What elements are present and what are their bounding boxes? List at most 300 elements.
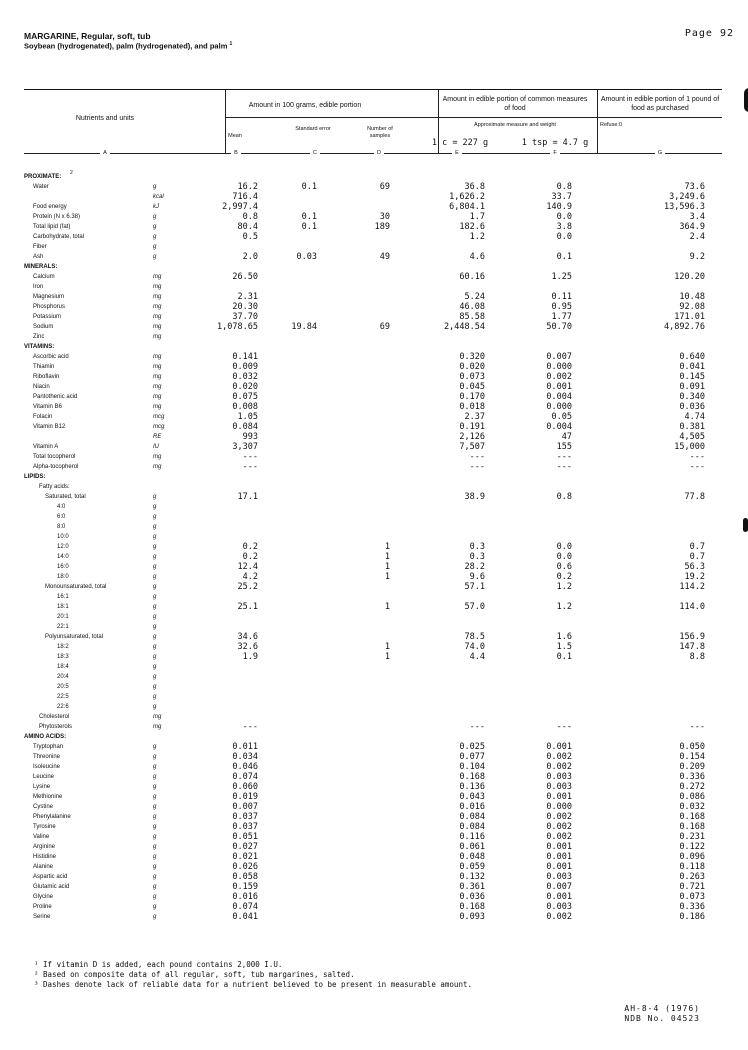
value-col-e: 0.116 — [459, 832, 485, 842]
value-col-b: 0.159 — [232, 882, 258, 892]
table-row — [0, 422, 748, 432]
nutrient-label: Phenylalanine — [33, 814, 71, 820]
value-col-f: 0.007 — [546, 882, 572, 892]
value-col-g: 364.9 — [679, 222, 705, 232]
table-row — [0, 572, 748, 582]
value-col-e: 0.061 — [459, 842, 485, 852]
value-col-g: 171.01 — [674, 312, 705, 322]
section-header — [0, 732, 748, 742]
unit-label: mcg — [153, 414, 165, 420]
value-col-f: 0.8 — [556, 182, 572, 192]
table-row — [0, 382, 748, 392]
value-col-f: 0.003 — [546, 772, 572, 782]
header-pound: Amount in edible portion of 1 pound of food as purchased — [600, 96, 720, 112]
value-col-c: 19.84 — [291, 322, 317, 332]
value-col-e: 0.170 — [459, 392, 485, 402]
table-row — [0, 742, 748, 752]
value-col-b: 0.021 — [232, 852, 258, 862]
nutrient-label: 18:2 — [57, 644, 69, 650]
header-refuse: Refuse:0 — [600, 122, 623, 128]
value-col-b: 0.032 — [232, 372, 258, 382]
value-col-d: 30 — [379, 212, 390, 222]
value-col-b: 0.084 — [232, 422, 258, 432]
value-col-b: 37.70 — [232, 312, 258, 322]
value-col-e: 0.191 — [459, 422, 485, 432]
value-col-e: 0.073 — [459, 372, 485, 382]
value-col-b: 0.046 — [232, 762, 258, 772]
value-col-g: 13,596.3 — [664, 202, 705, 212]
table-row — [0, 412, 748, 422]
table-row — [0, 492, 748, 502]
nutrient-label: 20:4 — [57, 674, 69, 680]
table-row — [0, 812, 748, 822]
table-row — [0, 632, 748, 642]
unit-label: g — [153, 214, 157, 220]
unit-label: g — [153, 634, 157, 640]
table-row — [0, 362, 748, 372]
value-col-g: 0.640 — [679, 352, 705, 362]
table-row — [0, 272, 748, 282]
subtitle-footnote-mark: 1 — [229, 41, 233, 47]
nutrient-label: Iron — [33, 284, 44, 290]
page-number: Page 92 — [684, 28, 734, 39]
value-col-g: 147.8 — [679, 642, 705, 652]
table-row — [0, 532, 748, 542]
value-col-b: 2.0 — [242, 252, 258, 262]
table-row — [0, 842, 748, 852]
value-col-f: 0.0 — [556, 232, 572, 242]
value-col-c: 0.1 — [301, 212, 317, 222]
nutrient-label: Histidine — [33, 854, 57, 860]
value-col-g: 0.154 — [679, 752, 705, 762]
source-code: AH-8-4 (1976) — [624, 1004, 700, 1013]
value-col-g: 8.8 — [689, 652, 705, 662]
section-label: AMINO ACIDS: — [24, 734, 67, 740]
table-row — [0, 792, 748, 802]
value-col-g: 0.145 — [679, 372, 705, 382]
unit-label: g — [153, 594, 157, 600]
header-bottom-rule — [24, 153, 722, 154]
nutrient-label: Carbohydrate, total — [33, 234, 85, 240]
value-col-d: 1 — [384, 562, 390, 572]
nutrient-label: Glycine — [33, 894, 54, 900]
unit-label: g — [153, 884, 157, 890]
value-col-b: 0.016 — [232, 892, 258, 902]
value-col-g: 0.168 — [679, 822, 705, 832]
value-col-e: 57.0 — [464, 602, 485, 612]
nutrient-label: 16:1 — [57, 594, 69, 600]
nutrient-label: Niacin — [33, 384, 50, 390]
value-col-g: 77.8 — [684, 492, 705, 502]
unit-label: g — [153, 644, 157, 650]
value-col-f: 0.000 — [546, 402, 572, 412]
header-nutrients: Nutrients and units — [75, 115, 135, 122]
table-row — [0, 782, 748, 792]
value-col-b: 993 — [242, 432, 258, 442]
unit-label: mg — [153, 454, 162, 460]
value-col-f: 0.001 — [546, 792, 572, 802]
value-col-g: 0.086 — [679, 792, 705, 802]
unit-label: g — [153, 904, 157, 910]
value-col-g: 0.168 — [679, 812, 705, 822]
value-col-b: 1.9 — [242, 652, 258, 662]
table-row — [0, 542, 748, 552]
value-col-b: 0.034 — [232, 752, 258, 762]
value-col-f: 0.1 — [556, 252, 572, 262]
unit-label: mg — [153, 714, 162, 720]
value-col-f: 0.003 — [546, 902, 572, 912]
nutrient-label: Tyrosine — [33, 824, 56, 830]
header-sub-rule-1 — [225, 117, 438, 118]
value-col-g: --- — [689, 462, 705, 472]
value-col-g: 0.272 — [679, 782, 705, 792]
value-col-b: 0.8 — [242, 212, 258, 222]
section-header — [0, 472, 748, 482]
nutrient-label: Saturated, total — [45, 494, 86, 500]
value-col-b: 17.1 — [237, 492, 258, 502]
table-row — [0, 682, 748, 692]
value-col-e: 1.2 — [469, 232, 485, 242]
value-col-f: 0.001 — [546, 892, 572, 902]
value-col-g: 0.7 — [689, 552, 705, 562]
header-sub-rule-2 — [438, 117, 597, 118]
value-col-f: --- — [556, 462, 572, 472]
value-col-f: 33.7 — [551, 192, 572, 202]
value-col-d: 1 — [384, 642, 390, 652]
value-col-e: 0.018 — [459, 402, 485, 412]
value-col-f: 0.11 — [551, 292, 572, 302]
table-row — [0, 282, 748, 292]
nutrient-label: 14:0 — [57, 554, 69, 560]
nutrient-label: Vitamin B12 — [33, 424, 66, 430]
value-col-f: 0.002 — [546, 912, 572, 922]
value-col-d: 1 — [384, 552, 390, 562]
value-col-g: 156.9 — [679, 632, 705, 642]
value-col-c: 0.1 — [301, 182, 317, 192]
value-col-g: 3.4 — [689, 212, 705, 222]
section-label: PROXIMATE: — [24, 174, 62, 180]
table-row — [0, 372, 748, 382]
value-col-d: 69 — [379, 182, 390, 192]
table-row — [0, 292, 748, 302]
unit-label: kJ — [153, 204, 159, 210]
unit-label: g — [153, 564, 157, 570]
value-col-b: 3,307 — [232, 442, 258, 452]
table-row — [0, 552, 748, 562]
unit-label: g — [153, 834, 157, 840]
table-row — [0, 242, 748, 252]
value-col-f: 0.003 — [546, 782, 572, 792]
nutrient-label: Valine — [33, 834, 50, 840]
nutrient-label: Glutamic acid — [33, 884, 70, 890]
table-row — [0, 712, 748, 722]
nutrient-label: Cystine — [33, 804, 54, 810]
value-col-b: 25.2 — [237, 582, 258, 592]
value-col-b: 20.30 — [232, 302, 258, 312]
unit-label: g — [153, 914, 157, 920]
unit-label: g — [153, 794, 157, 800]
value-col-e: 4.4 — [469, 652, 485, 662]
ndb-number: NDB No. 04523 — [624, 1014, 700, 1023]
table-row — [0, 622, 748, 632]
unit-label: g — [153, 874, 157, 880]
unit-label: g — [153, 504, 157, 510]
table-row — [0, 482, 748, 492]
value-col-f: 1.25 — [551, 272, 572, 282]
value-col-b: 0.5 — [242, 232, 258, 242]
unit-label: g — [153, 224, 157, 230]
value-col-e: 28.2 — [464, 562, 485, 572]
table-row — [0, 202, 748, 212]
nutrient-label: Folacin — [33, 414, 53, 420]
section-header — [0, 262, 748, 272]
unit-label: g — [153, 704, 157, 710]
value-col-e: 0.084 — [459, 822, 485, 832]
value-col-f: 1.2 — [556, 602, 572, 612]
nutrient-label: Cholesterol — [39, 714, 70, 720]
value-col-b: 0.027 — [232, 842, 258, 852]
value-col-e: 1.7 — [469, 212, 485, 222]
value-col-d: 1 — [384, 542, 390, 552]
value-col-e: 0.025 — [459, 742, 485, 752]
value-col-g: 56.3 — [684, 562, 705, 572]
table-row — [0, 662, 748, 672]
header-number-samples: Number of samples — [367, 126, 393, 139]
value-col-e: 4.6 — [469, 252, 485, 262]
table-row — [0, 722, 748, 732]
value-col-g: --- — [689, 452, 705, 462]
value-col-e: 0.016 — [459, 802, 485, 812]
nutrient-label: Phosphorus — [33, 304, 66, 310]
unit-label: mg — [153, 284, 162, 290]
subtitle-text: Soybean (hydrogenated), palm (hydrogenated), and palm — [24, 41, 230, 51]
value-col-f: 0.05 — [551, 412, 572, 422]
value-col-e: 0.3 — [469, 542, 485, 552]
value-col-f: 1.2 — [556, 582, 572, 592]
value-col-b: 0.075 — [232, 392, 258, 402]
value-col-e: 9.6 — [469, 572, 485, 582]
unit-label: mcg — [153, 424, 165, 430]
value-col-b: 0.020 — [232, 382, 258, 392]
column-letter-a: A — [100, 150, 110, 157]
table-row — [0, 872, 748, 882]
value-col-f: 0.002 — [546, 812, 572, 822]
unit-label: g — [153, 534, 157, 540]
value-col-f: 50.70 — [546, 322, 572, 332]
binding-mark-top — [744, 88, 748, 112]
unit-label: mg — [153, 394, 162, 400]
table-row — [0, 892, 748, 902]
value-col-e: 0.045 — [459, 382, 485, 392]
value-col-g: 9.2 — [689, 252, 705, 262]
unit-label: mg — [153, 464, 162, 470]
value-col-b: 0.037 — [232, 812, 258, 822]
value-col-g: 0.336 — [679, 902, 705, 912]
value-col-f: 0.0 — [556, 542, 572, 552]
nutrient-label: Tryptophan — [33, 744, 64, 750]
unit-label: g — [153, 604, 157, 610]
nutrient-label: Pantothenic acid — [33, 394, 78, 400]
value-col-g: 10.48 — [679, 292, 705, 302]
unit-label: g — [153, 584, 157, 590]
value-col-e: 0.043 — [459, 792, 485, 802]
nutrient-label: Vitamin B6 — [33, 404, 62, 410]
table-row — [0, 912, 748, 922]
value-col-g: 92.08 — [679, 302, 705, 312]
table-row — [0, 182, 748, 192]
value-col-f: 47 — [561, 432, 572, 442]
footnote-2: ² Based on composite data of all regular, soft, tub margarines, salted. — [34, 970, 355, 979]
value-col-b: 0.037 — [232, 822, 258, 832]
nutrient-label: Serine — [33, 914, 51, 920]
value-col-b: 0.060 — [232, 782, 258, 792]
value-col-b: --- — [242, 452, 258, 462]
table-row — [0, 522, 748, 532]
nutrient-label: 18:0 — [57, 574, 69, 580]
unit-label: g — [153, 654, 157, 660]
unit-label: g — [153, 244, 157, 250]
value-col-g: 0.209 — [679, 762, 705, 772]
nutrient-label: Lysine — [33, 784, 51, 790]
value-col-f: 0.2 — [556, 572, 572, 582]
unit-label: g — [153, 744, 157, 750]
nutrient-label: Aspartic acid — [33, 874, 68, 880]
table-row — [0, 392, 748, 402]
unit-label: g — [153, 694, 157, 700]
value-col-b: 0.011 — [232, 742, 258, 752]
nutrient-label: Magnesium — [33, 294, 65, 300]
value-col-b: 2,997.4 — [222, 202, 258, 212]
value-col-g: 0.122 — [679, 842, 705, 852]
value-col-e: --- — [469, 722, 485, 732]
value-col-e: 85.58 — [459, 312, 485, 322]
unit-label: g — [153, 844, 157, 850]
section-label: LIPIDS: — [24, 474, 46, 480]
unit-label: mg — [153, 274, 162, 280]
value-col-g: 0.381 — [679, 422, 705, 432]
table-row — [0, 502, 748, 512]
nutrient-label: Ascorbic acid — [33, 354, 69, 360]
unit-label: g — [153, 624, 157, 630]
value-col-e: 0.077 — [459, 752, 485, 762]
value-col-e: --- — [469, 452, 485, 462]
unit-label: g — [153, 804, 157, 810]
value-col-f: 155 — [556, 442, 572, 452]
value-col-e: 7,507 — [459, 442, 485, 452]
value-col-g: 0.340 — [679, 392, 705, 402]
unit-label: mg — [153, 294, 162, 300]
value-col-g: 3,249.6 — [669, 192, 705, 202]
unit-label: RE — [153, 434, 162, 440]
value-col-b: 0.074 — [232, 772, 258, 782]
column-letter-g: G — [655, 150, 665, 157]
unit-label: mg — [153, 334, 162, 340]
header-common-measures: Amount in edible portion of common measures of food — [442, 96, 588, 112]
value-col-e: 57.1 — [464, 582, 485, 592]
unit-label: g — [153, 754, 157, 760]
value-col-f: 0.0 — [556, 552, 572, 562]
nutrient-label: Ash — [33, 254, 44, 260]
value-col-e: 2,448.54 — [444, 322, 485, 332]
value-col-d: 189 — [374, 222, 390, 232]
value-col-f: 1.5 — [556, 642, 572, 652]
column-letter-b: B — [231, 150, 241, 157]
table-row — [0, 512, 748, 522]
value-col-g: 0.186 — [679, 912, 705, 922]
value-col-g: 0.036 — [679, 402, 705, 412]
header-top-rule — [24, 89, 722, 90]
unit-label: g — [153, 764, 157, 770]
table-row — [0, 642, 748, 652]
section-header — [0, 172, 748, 182]
value-col-g: 0.091 — [679, 382, 705, 392]
unit-label: mg — [153, 364, 162, 370]
value-col-f: 0.002 — [546, 752, 572, 762]
nutrient-label: 6:0 — [57, 514, 66, 520]
footnote-3: ³ Dashes denote lack of reliable data for a nutrient believed to be present in measurable amount. — [34, 980, 472, 989]
table-row — [0, 582, 748, 592]
value-col-f: 0.001 — [546, 842, 572, 852]
unit-label: g — [153, 494, 157, 500]
value-col-b: 2.31 — [237, 292, 258, 302]
value-col-g: 0.032 — [679, 802, 705, 812]
table-row — [0, 652, 748, 662]
value-col-g: --- — [689, 722, 705, 732]
value-col-f: 0.000 — [546, 362, 572, 372]
value-col-b: 0.051 — [232, 832, 258, 842]
nutrient-label: Leucine — [33, 774, 55, 780]
table-row — [0, 192, 748, 202]
nutrient-label: 22:5 — [57, 694, 69, 700]
value-col-g: 4,505 — [679, 432, 705, 442]
unit-label: mg — [153, 724, 162, 730]
unit-label: mg — [153, 304, 162, 310]
table-row — [0, 352, 748, 362]
column-letter-f: F — [550, 150, 560, 157]
value-col-f: 0.0 — [556, 212, 572, 222]
value-col-e: 36.8 — [464, 182, 485, 192]
value-col-d: 49 — [379, 252, 390, 262]
unit-label: g — [153, 684, 157, 690]
value-col-b: 0.026 — [232, 862, 258, 872]
value-col-b: 32.6 — [237, 642, 258, 652]
value-col-f: 0.95 — [551, 302, 572, 312]
nutrient-label: Alpha-tocopherol — [33, 464, 79, 470]
nutrient-label: 4:0 — [57, 504, 66, 510]
value-col-e: 38.9 — [464, 492, 485, 502]
unit-label: g — [153, 674, 157, 680]
table-row — [0, 452, 748, 462]
value-col-g: 2.4 — [689, 232, 705, 242]
value-col-e: 78.5 — [464, 632, 485, 642]
value-col-f: 0.001 — [546, 382, 572, 392]
nutrient-label: 22:6 — [57, 704, 69, 710]
value-col-f: 0.004 — [546, 392, 572, 402]
unit-label: g — [153, 574, 157, 580]
nutrient-label: 20:1 — [57, 614, 69, 620]
value-col-e: 0.132 — [459, 872, 485, 882]
table-row — [0, 592, 748, 602]
value-col-b: 0.041 — [232, 912, 258, 922]
table-row — [0, 332, 748, 342]
table-row — [0, 602, 748, 612]
value-col-d: 1 — [384, 652, 390, 662]
value-col-g: 0.263 — [679, 872, 705, 882]
value-col-g: 114.2 — [679, 582, 705, 592]
value-col-g: 0.721 — [679, 882, 705, 892]
value-col-b: 0.058 — [232, 872, 258, 882]
table-row — [0, 852, 748, 862]
